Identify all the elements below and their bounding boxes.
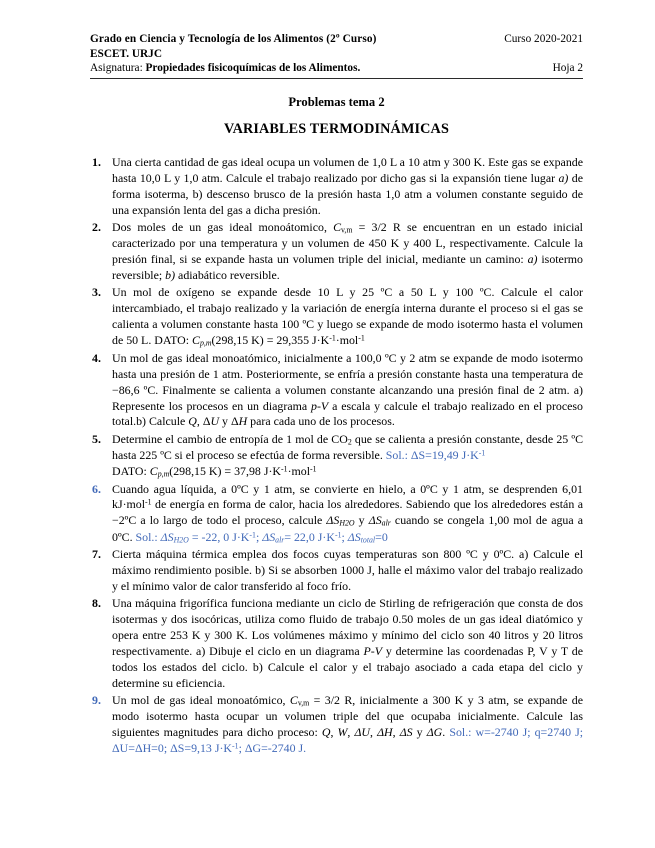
header-row-school bbox=[90, 47, 583, 62]
problem-item bbox=[90, 693, 583, 757]
header-divider bbox=[90, 78, 583, 79]
school-line: ESCET. URJC bbox=[90, 47, 162, 60]
problem-number: 9. bbox=[92, 693, 101, 708]
problem-number: 7. bbox=[92, 547, 101, 562]
problem-number: 1. bbox=[92, 155, 101, 170]
problem-item bbox=[90, 220, 583, 284]
page-title: Problemas tema 2 bbox=[288, 95, 385, 110]
problem-number: 6. bbox=[92, 481, 101, 496]
problem-text: Un mol de oxígeno se expande desde 10 L y 25 ºC a 50 L y 100 ºC. Calcule el calor intercambiado, el trabajo realizado y la variación de energía interna durante el proceso si el gas se calienta a volumen constante hasta 100 ºC y luego se expande de modo isotermo hasta el volumen de 50 L. DATO: $C_{p,m}(298,15$ K) = 29,355 $J\cdot K^{-1}\cdot mol^{-1}$ bbox=[112, 285, 583, 348]
degree-line: Grado en Ciencia y Tecnología de los Alimentos (2º Curso) bbox=[90, 33, 377, 45]
problem-item bbox=[90, 351, 583, 430]
problem-text: Un mol de gas ideal monoatómico, $C_{v,m} = 3/2$ R, inicialmente a 300 K y 3 atm, se expande de modo isotermo hasta ocupar un volumen triple del que ocupaba inicialmente. Calcule las siguientes magnitudes para dicho proceso: Q, W, ΔU, ΔH, ΔS y ΔG. Sol.: w=-2740 J; q=2740 J; ΔU=ΔH=0; ΔS=9,13 $J\cdot K^{-1}$; ΔG=-2740 J. bbox=[112, 693, 584, 756]
page-subtitle: VARIABLES TERMODINÁMICAS bbox=[224, 121, 449, 138]
problem-item bbox=[90, 155, 583, 219]
problem-text: Determine el cambio de entropía de 1 mol de $CO_2$ que se calienta a presión constante, desde 25 ºC hasta 225 ºC si el proceso se efectúa de forma reversible. Sol.: ΔS=19,49 $J\cdot K^{-1}$ DATO: $C_{p,m}(298,15$ K) = 37,98 $J\cdot K^{-1}\cdot mol^{-1}$ bbox=[112, 431, 583, 479]
document-header bbox=[90, 32, 583, 79]
problem-text: Una máquina frigorífica funciona mediante un ciclo de Stirling de refrigeración que consta de dos isotermas y dos isocóricas, utiliza como fluido de trabajo 0.50 moles de un gas ideal diatómico y opera entre 253 K y 300 K. Los volúmenes máximo y mínimo del ciclo son 40 litros y 20 litros respectivamente. a) Dibuje el ciclo en un diagrama P-V y determine las coordenadas P, V y T de todos los estados del ciclo. b) Calcule el calor y el trabajo asociado a cada etapa del ciclo y determine su eficiencia. bbox=[112, 596, 584, 690]
academic-year: Curso 2020-2021 bbox=[504, 33, 583, 45]
problem-text: Un mol de gas ideal monoatómico, inicialmente a 100,0 ºC y 2 atm se expande de modo isotermo hasta una presión de 1 atm. Posteriormente, se enfría a presión constante hasta una temperatura de −86,6 ºC. Finalmente se calienta a volumen constante alcanzando una presión final de 2 atm. a) Represente los procesos en un diagrama p-V a escala y calcule el trabajo realizado en el proceso total.b) Calcule Q, ΔU y ΔH para cada uno de los procesos. bbox=[112, 350, 583, 429]
header-row-subject bbox=[90, 61, 583, 76]
problem-text: Dos moles de un gas ideal monoátomico, $C_{v,m} = 3/2$ R se encuentran en un estado inicial caracterizado por una temperatura y un volumen de 450 K y 400 L, respectivamente. Calcule la presión final, si se expande hasta un volumen triple del inicial, mediante un camino: a) isotermo reversible; b) adiabático reversible. bbox=[112, 220, 583, 283]
problem-list bbox=[90, 155, 583, 757]
problem-item bbox=[90, 547, 583, 595]
problem-text: Una cierta cantidad de gas ideal ocupa un volumen de 1,0 L a 10 atm y 300 K. Este gas se expande hasta 10,0 L y 1,0 atm. Calcule el trabajo realizado por dicho gas si la expansión tiene lugar a) de forma isoterma, b) descenso brusco de la presión hasta 1,0 atm a volumen constante seguido de una expansión lenta del gas a dicha presión. bbox=[112, 155, 583, 217]
problem-number: 5. bbox=[92, 431, 101, 446]
sheet-number: Hoja 2 bbox=[552, 62, 583, 75]
problem-number: 8. bbox=[92, 596, 101, 611]
subject-label: Asignatura: bbox=[90, 62, 146, 75]
subject-line bbox=[90, 61, 360, 76]
problem-item bbox=[90, 432, 583, 480]
title-block bbox=[90, 95, 583, 138]
problem-item bbox=[90, 596, 583, 691]
problem-item bbox=[90, 482, 583, 546]
problem-number: 4. bbox=[92, 350, 101, 365]
problem-text: Cuando agua líquida, a 0ºC y 1 atm, se convierte en hielo, a 0ºC y 1 atm, se desprenden 6,01 kJ·mol$^{-1}$ de energía en forma de calor, hacia los alrededores. Sabiendo que los alrededores están a −2ºC a lo largo de todo el proceso, calcule $\Delta S_{H2O}$ y $\Delta S_{alr}$ cuando se congela 1,00 mol de agua a 0ºC. Sol.: $\Delta S_{H2O} = -22$, 0 $J\cdot K^{-1}$; $\Delta S_{alr}= 22,0$ $J\cdot K^{-1}$; $\Delta S_{total}=0$ bbox=[112, 481, 584, 545]
problem-number: 2. bbox=[92, 220, 101, 235]
header-row-degree bbox=[90, 32, 583, 47]
problem-text: Cierta máquina térmica emplea dos focos cuyas temperaturas son 800 ºC y 0ºC. a) Calcule el máximo rendimiento posible. b) Si se absorben 1000 J, halle el máximo valor del trabajo realizado y el mínimo valor de calor transferido al foco frío. bbox=[112, 547, 583, 594]
problem-number: 3. bbox=[92, 285, 101, 300]
subject-value: Propiedades fisicoquímicas de los Alimentos. bbox=[145, 62, 361, 75]
problem-item bbox=[90, 285, 583, 349]
